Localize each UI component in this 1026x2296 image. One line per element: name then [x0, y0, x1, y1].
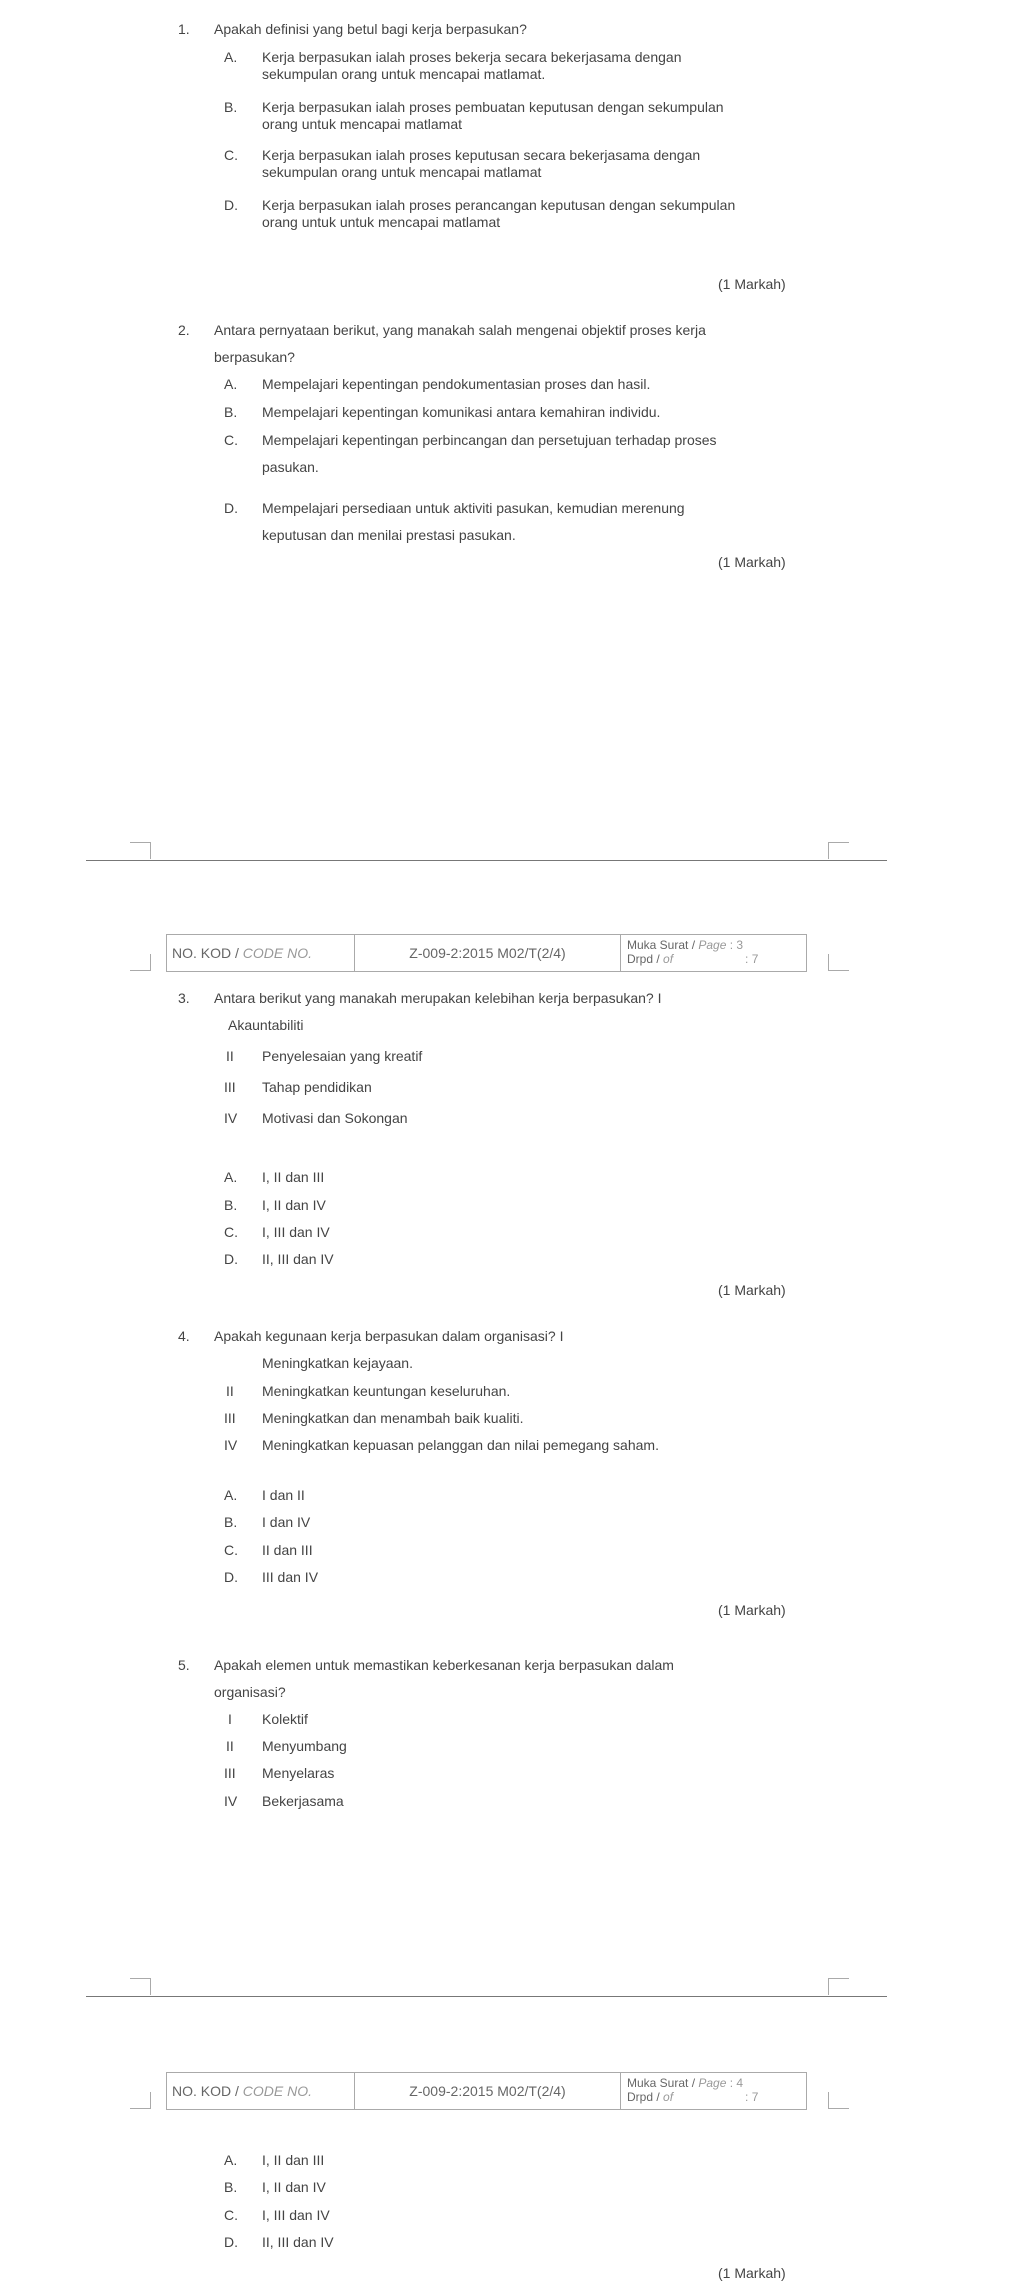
of-label-en: of — [663, 2090, 674, 2104]
question-number: 1. — [178, 21, 190, 37]
item-text: Bekerjasama — [262, 1793, 344, 1809]
option-text: sekumpulan orang untuk mencapai matlamat — [262, 164, 542, 180]
roman-numeral: IV — [224, 1110, 238, 1126]
crop-mark — [130, 2092, 151, 2109]
crop-mark — [828, 954, 849, 971]
code-header-box — [166, 2072, 807, 2110]
option-text: I, III dan IV — [262, 2207, 330, 2223]
option-letter: A. — [224, 2152, 238, 2168]
question-number: 5. — [178, 1657, 190, 1673]
mark-label: (1 Markah) — [718, 1282, 786, 1298]
question-text: Apakah definisi yang betul bagi kerja berpasukan? — [214, 21, 527, 37]
page-cell — [621, 935, 806, 971]
page-number: : 3 — [729, 938, 744, 952]
roman-numeral: II — [226, 1383, 234, 1399]
option-letter: C. — [224, 1224, 238, 1240]
option-letter: D. — [224, 500, 238, 516]
code-header-box — [166, 934, 807, 972]
roman-numeral: II — [226, 1048, 234, 1064]
page-number: : 4 — [729, 2076, 744, 2090]
page-divider — [86, 1996, 887, 1997]
option-text: II, III dan IV — [262, 1251, 334, 1267]
option-text: orang untuk untuk mencapai matlamat — [262, 214, 501, 230]
roman-numeral: IV — [224, 1793, 238, 1809]
option-text: Kerja berpasukan ialah proses keputusan secara bekerjasama dengan — [262, 147, 701, 163]
question-number: 4. — [178, 1328, 190, 1344]
roman-numeral: III — [224, 1765, 236, 1781]
question-text: berpasukan? — [214, 349, 295, 365]
question-number: 3. — [178, 990, 190, 1006]
crop-mark — [828, 1978, 849, 1995]
page-total: : 7 — [745, 952, 759, 966]
item-text: Penyelesaian yang kreatif — [262, 1048, 423, 1064]
option-letter: D. — [224, 1251, 238, 1267]
option-letter: A. — [224, 1487, 238, 1503]
option-letter: B. — [224, 99, 238, 115]
option-letter: D. — [224, 2234, 238, 2250]
option-text: I dan IV — [262, 1514, 311, 1530]
question-text: Antara berikut yang manakah merupakan kelebihan kerja berpasukan? I — [214, 990, 662, 1006]
mark-label: (1 Markah) — [718, 1602, 786, 1618]
option-letter: C. — [224, 2207, 238, 2223]
option-text: Kerja berpasukan ialah proses perancangan keputusan dengan sekumpulan — [262, 197, 736, 213]
option-letter: C. — [224, 1542, 238, 1558]
code-label-en: CODE NO. — [242, 2083, 313, 2099]
crop-mark — [828, 2092, 849, 2109]
mark-label: (1 Markah) — [718, 2265, 786, 2281]
option-text: Mempelajari kepentingan komunikasi antara kemahiran individu. — [262, 404, 661, 420]
option-letter: B. — [224, 2179, 238, 2195]
option-text: I, II dan III — [262, 2152, 325, 2168]
mark-label: (1 Markah) — [718, 554, 786, 570]
option-letter: C. — [224, 147, 238, 163]
code-value: Z-009-2:2015 M02/T(2/4) — [355, 2073, 621, 2109]
code-label: NO. KOD / — [172, 945, 239, 961]
of-label-en: of — [663, 952, 674, 966]
option-text: I, III dan IV — [262, 1224, 330, 1240]
item-text: Meningkatkan dan menambah baik kualiti. — [262, 1410, 524, 1426]
page-label: Muka Surat / — [627, 938, 696, 952]
option-letter: A. — [224, 1169, 238, 1185]
item-text: Kolektif — [262, 1711, 308, 1727]
roman-numeral: I — [228, 1711, 232, 1727]
page-label-en: Page — [698, 2076, 727, 2090]
item-text: Meningkatkan kejayaan. — [262, 1355, 413, 1371]
item-text: Menyumbang — [262, 1738, 347, 1754]
option-text: Mempelajari kepentingan perbincangan dan persetujuan terhadap proses — [262, 432, 717, 448]
page-label: Muka Surat / — [627, 2076, 696, 2090]
option-text: orang untuk mencapai matlamat — [262, 116, 462, 132]
option-letter: A. — [224, 49, 238, 65]
item-text: Meningkatkan keuntungan keseluruhan. — [262, 1383, 511, 1399]
option-letter: D. — [224, 197, 238, 213]
option-text: Kerja berpasukan ialah proses pembuatan keputusan dengan sekumpulan — [262, 99, 724, 115]
option-text: Kerja berpasukan ialah proses bekerja secara bekerjasama dengan — [262, 49, 682, 65]
option-text: I, II dan III — [262, 1169, 325, 1185]
option-letter: C. — [224, 432, 238, 448]
code-label-cell — [167, 935, 355, 971]
option-letter: B. — [224, 1197, 238, 1213]
crop-mark — [130, 954, 151, 971]
item-text: Tahap pendidikan — [262, 1079, 372, 1095]
option-letter: B. — [224, 404, 238, 420]
roman-numeral: III — [224, 1079, 236, 1095]
page-label-en: Page — [698, 938, 727, 952]
item-text: Akauntabiliti — [228, 1017, 304, 1033]
code-label: NO. KOD / — [172, 2083, 239, 2099]
roman-numeral: II — [226, 1738, 234, 1754]
option-text: III dan IV — [262, 1569, 319, 1585]
of-label: Drpd / — [627, 2090, 660, 2104]
page-cell — [621, 2073, 806, 2109]
roman-numeral: III — [224, 1410, 236, 1426]
code-label-en: CODE NO. — [242, 945, 313, 961]
crop-mark — [130, 1978, 151, 1995]
option-text: Mempelajari kepentingan pendokumentasian proses dan hasil. — [262, 376, 651, 392]
page-total: : 7 — [745, 2090, 759, 2104]
item-text: Menyelaras — [262, 1765, 335, 1781]
option-text: I, II dan IV — [262, 1197, 326, 1213]
option-letter: A. — [224, 376, 238, 392]
item-text: Motivasi dan Sokongan — [262, 1110, 408, 1126]
option-letter: D. — [224, 1569, 238, 1585]
option-letter: B. — [224, 1514, 238, 1530]
crop-mark — [828, 842, 849, 859]
question-text: organisasi? — [214, 1684, 286, 1700]
code-label-cell — [167, 2073, 355, 2109]
question-text: Antara pernyataan berikut, yang manakah salah mengenai objektif proses kerja — [214, 322, 706, 338]
question-text: Apakah kegunaan kerja berpasukan dalam organisasi? I — [214, 1328, 564, 1344]
option-text: II dan III — [262, 1542, 313, 1558]
option-text: Mempelajari persediaan untuk aktiviti pasukan, kemudian merenung — [262, 500, 685, 516]
page-divider — [86, 860, 887, 861]
question-number: 2. — [178, 322, 190, 338]
mark-label: (1 Markah) — [718, 276, 786, 292]
option-text: pasukan. — [262, 459, 319, 475]
question-text: Apakah elemen untuk memastikan keberkesanan kerja berpasukan dalam — [214, 1657, 674, 1673]
option-text: II, III dan IV — [262, 2234, 334, 2250]
option-text: sekumpulan orang untuk mencapai matlamat. — [262, 66, 546, 82]
option-text: I dan II — [262, 1487, 305, 1503]
option-text: keputusan dan menilai prestasi pasukan. — [262, 527, 516, 543]
crop-mark — [130, 842, 151, 859]
of-label: Drpd / — [627, 952, 660, 966]
option-text: I, II dan IV — [262, 2179, 326, 2195]
item-text: Meningkatkan kepuasan pelanggan dan nilai pemegang saham. — [262, 1437, 659, 1453]
code-value: Z-009-2:2015 M02/T(2/4) — [355, 935, 621, 971]
roman-numeral: IV — [224, 1437, 238, 1453]
